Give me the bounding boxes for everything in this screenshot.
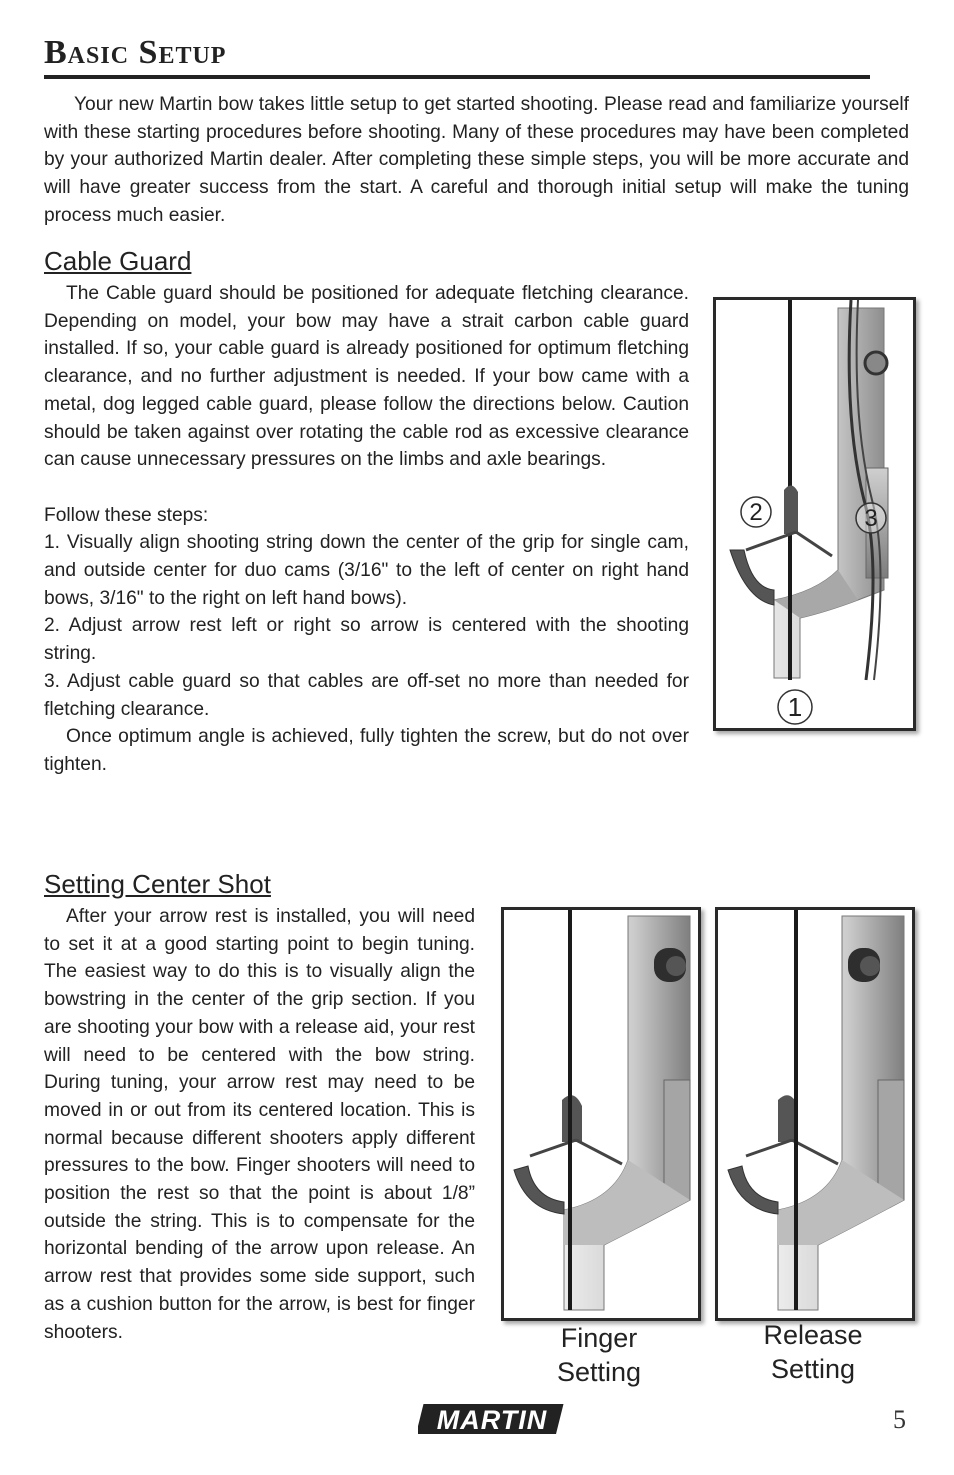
release-caption-line2: Setting [770,1354,856,1384]
release-caption-line1: Release [763,1320,863,1350]
cable-guard-body: The Cable guard should be positioned for adequate fletching clearance. Depending on model, your bow may have a strait carbon cable guard installed. If so, your cable guard is already positioned for optimum fletching clearance, and no further adjustment is needed. If your bow came with a metal, dog legged cable guard, please follow the directions below. Caution should be taken against over rotating the cable rod as excessive clearance can cause unnecessary pressures on the limbs and axle bearings. [44,283,689,471]
finger-setting-illustration [504,910,698,1318]
step-2: 2. Adjust arrow rest left or right so arrow is centered with the shooting string. [44,615,689,665]
svg-text:3: 3 [864,505,878,532]
step-3: 3. Adjust cable guard so that cables are off-set no more than needed for fletching clearance. [44,670,689,720]
page-title: Basic Setup [44,34,227,71]
cable-guard-closing: Once optimum angle is achieved, fully tighten the screw, but do not over tighten. [44,726,689,775]
release-setting-illustration [718,910,912,1318]
martin-logo [418,1402,568,1441]
callout-2 [741,497,771,527]
steps-intro: Follow these steps: [44,504,209,526]
svg-text:2: 2 [749,499,763,526]
page-number: 5 [893,1405,906,1434]
finger-setting-caption [520,1321,678,1389]
svg-text:MARTIN: MARTIN [436,1405,548,1435]
svg-text:1: 1 [787,692,803,722]
intro-paragraph: Your new Martin bow takes little setup to get started shooting. Please read and familiarize yourself with these starting procedures before shooting. Many of these procedures may have been completed by your authorized Martin dealer. After completing these simple steps, you will be more accurate and will have greater success from the start. A careful and thorough initial setup will make the tuning process much easier. [44,94,909,226]
cable-guard-heading: Cable Guard [44,246,192,276]
center-shot-heading: Setting Center Shot [44,869,271,899]
center-shot-body: After your arrow rest is installed, you will need to set it at a good starting point to begin tuning. The easiest way to do this is to visually align the bowstring in the center of the grip section. If you are shooting your bow with a release aid, your rest will need to be centered with the bow string. During tuning, your arrow rest may need to be moved in or out from its centered location. This is normal because different shooters apply different pressures to the bow. Finger shooters will need to position the rest so that the point is about 1/8” outside the string. This is to compensate for the horizontal bending of the arrow upon release. An arrow rest that provides some side support, such as a cushion button for the arrow, is best for finger shooters. [44,906,475,1343]
bow-riser-illustration [716,300,913,728]
finger-setting-figure [501,907,701,1321]
release-setting-caption [733,1318,893,1386]
release-setting-figure [715,907,915,1321]
cable-guard-text [44,280,689,779]
callout-1 [778,690,812,724]
cable-guard-figure [713,297,916,731]
title-divider [44,75,870,79]
finger-caption-line2: Setting [556,1357,642,1387]
finger-caption-line1: Finger [560,1323,638,1353]
callout-3 [856,503,886,533]
step-1: 1. Visually align shooting string down the center of the grip for single cam, and outside center for duo cams (3/16" to the left of center on right hand bows, 3/16" to the right on left hand bows). [44,532,689,609]
